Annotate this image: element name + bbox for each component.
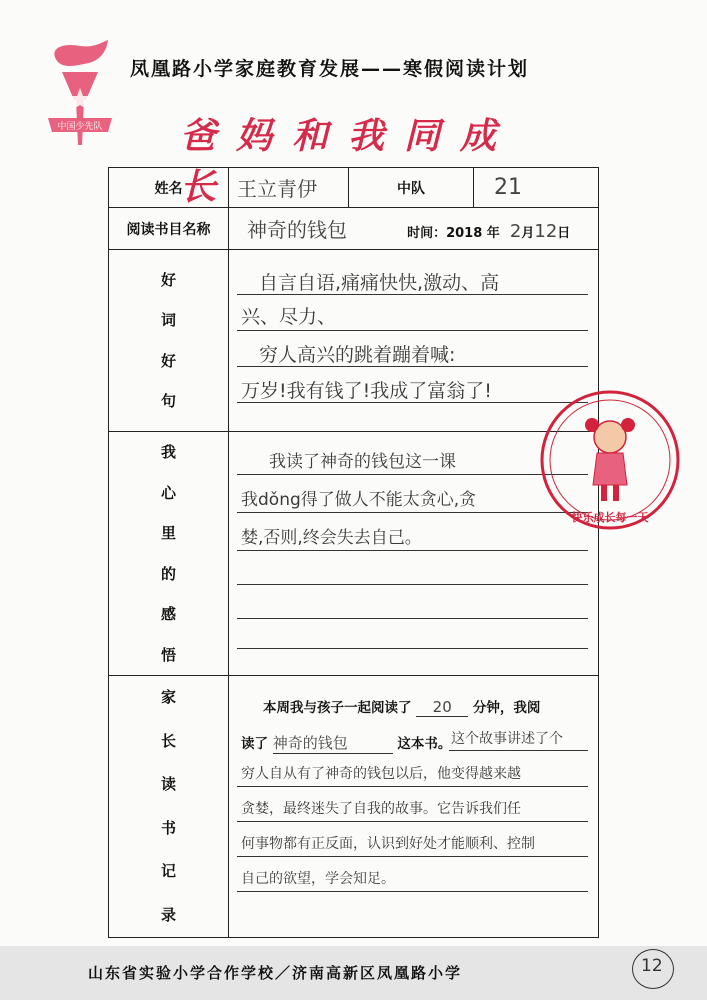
name-value: 王立青伊 bbox=[229, 168, 349, 208]
parent-text: 读了 bbox=[241, 736, 268, 752]
parent-text: 这本书。 bbox=[397, 736, 452, 752]
feelings-label-char: 悟 bbox=[160, 645, 176, 664]
feelings-label-char: 心 bbox=[160, 483, 176, 502]
time-month: 2 bbox=[509, 221, 522, 242]
feelings-line: 婪,否则,终会失去自己。 bbox=[241, 528, 422, 548]
squad-label: 中队 bbox=[349, 168, 474, 208]
parent-book: 神奇的钱包 bbox=[273, 732, 393, 754]
parent-label-char: 家 bbox=[160, 688, 176, 706]
book-label: 阅读书目名称 bbox=[109, 208, 229, 250]
time-month-label: 月 bbox=[521, 226, 535, 241]
feelings-label-char: 的 bbox=[160, 564, 176, 583]
phrases-label-char: 好 bbox=[160, 270, 176, 289]
phrases-label bbox=[109, 250, 229, 432]
feelings-line: 我dǒng得了做人不能太贪心,贪 bbox=[241, 490, 477, 510]
feelings-label-char: 感 bbox=[160, 605, 176, 623]
stamp-text: 快乐成长每一天 bbox=[571, 511, 649, 524]
time-day: 12 bbox=[534, 221, 558, 242]
feelings-label-char: 里 bbox=[160, 524, 176, 542]
time-day-label: 日 bbox=[557, 226, 571, 241]
phrases-line: 兴、尽力、 bbox=[241, 306, 337, 328]
young-pioneers-torch-logo bbox=[40, 40, 120, 155]
parent-label-char: 读 bbox=[160, 775, 176, 793]
phrases-label-char: 句 bbox=[160, 392, 176, 410]
phrases-line: 万岁!我有钱了!我成了富翁了! bbox=[241, 380, 492, 402]
time-label: 时间：2018 年 bbox=[407, 226, 500, 241]
happy-growth-stamp bbox=[535, 385, 685, 535]
parent-label-char: 书 bbox=[160, 818, 176, 837]
main-title: 爸妈和我同成长 bbox=[180, 115, 517, 208]
footer-bar bbox=[0, 946, 707, 1000]
parent-text: 本周我与孩子一起阅读了 bbox=[263, 700, 412, 716]
phrases-line: 自言自语,痛痛快快,激动、高 bbox=[259, 272, 500, 294]
parent-line: 自己的欲望，学会知足。 bbox=[241, 871, 395, 887]
book-row bbox=[229, 208, 599, 250]
parent-line: 穷人自从有了神奇的钱包以后，他变得越来越 bbox=[241, 766, 521, 782]
feelings-label-char: 我 bbox=[160, 443, 176, 461]
footer-text: 山东省实验小学合作学校／济南高新区凤凰路小学 bbox=[88, 964, 463, 982]
parent-line: 贪婪，最终迷失了自我的故事。它告诉我们任 bbox=[241, 801, 521, 817]
logo-caption: 中国少先队 bbox=[57, 122, 103, 132]
squad-value: 21 bbox=[474, 168, 599, 208]
reading-form bbox=[108, 167, 599, 938]
phrases-label-char: 词 bbox=[160, 311, 176, 329]
parent-content bbox=[229, 676, 599, 938]
parent-sentence-2 bbox=[241, 732, 451, 754]
parent-text: 分钟，我阅 bbox=[472, 700, 541, 716]
parent-label-char: 长 bbox=[160, 731, 176, 750]
book-value: 神奇的钱包 bbox=[247, 218, 347, 242]
phrases-line: 穷人高兴的跳着蹦着喊: bbox=[259, 344, 456, 366]
name-label: 姓名 bbox=[109, 168, 229, 208]
parent-sentence-1 bbox=[263, 696, 540, 717]
parent-line: 这个故事讲述了个 bbox=[451, 731, 563, 747]
page-number: 12 bbox=[641, 956, 663, 976]
feelings-line: 我读了神奇的钱包这一课 bbox=[269, 452, 456, 472]
phrases-label-char: 好 bbox=[160, 351, 176, 370]
top-title: 凤凰路小学家庭教育发展——寒假阅读计划 bbox=[130, 58, 530, 80]
parent-label-char: 记 bbox=[160, 862, 176, 880]
parent-minutes: 20 bbox=[416, 698, 468, 717]
parent-label-char: 录 bbox=[160, 905, 176, 924]
parent-label bbox=[109, 676, 229, 938]
feelings-label bbox=[109, 432, 229, 676]
parent-line: 何事物都有正反面，认识到好处才能顺利、控制 bbox=[241, 836, 535, 852]
